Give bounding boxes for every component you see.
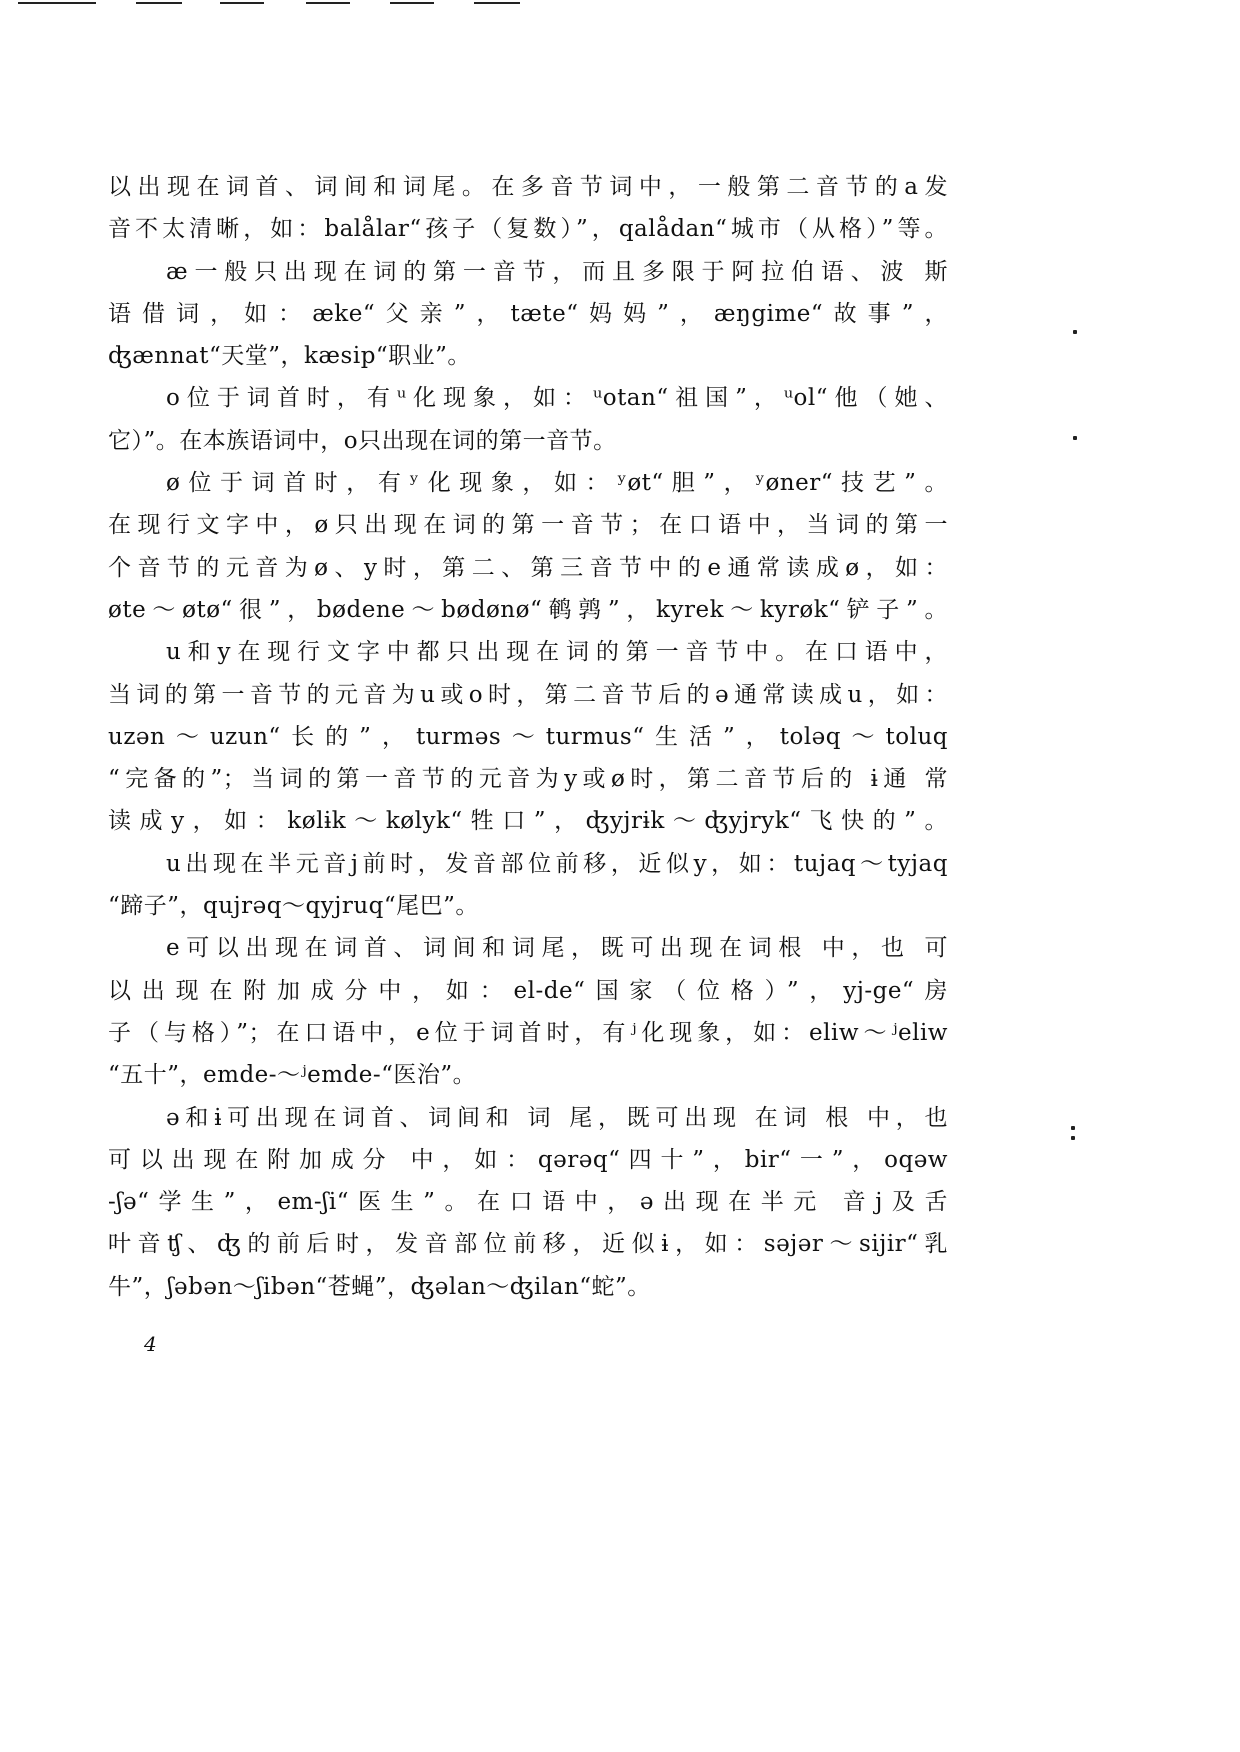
text-line: ø位于词首时，有ʸ化现象，如：ʸøt“胆”，ʸøner“技艺”。	[166, 470, 948, 497]
text-line: “五十”，emde-～ʲemde-“医治”。	[108, 1062, 477, 1089]
text-line: 以出现在附加成分中，如：el-de“国家（位格）”，yj-ge“房	[108, 977, 948, 1004]
text-line: uzən～uzun“长的”，turməs～turmus“生活”，toləq～toluq	[108, 723, 948, 750]
text-line: 叶音ʧ、ʤ的前后时，发音部位前移，近似ɨ，如：səjər～sijir“乳	[108, 1231, 948, 1258]
text-line: -ʃə“学生”，em-ʃi“医生”。在口语中，ə出现在半元 音j及舌	[108, 1189, 948, 1216]
page-body-text	[108, 166, 948, 1308]
scan-speck	[1073, 330, 1077, 334]
scan-rule	[390, 2, 434, 4]
scan-rule	[136, 2, 182, 4]
text-line: ə和ɨ可出现在词首、词间和 词 尾，既可出现 在词 根 中，也	[166, 1104, 948, 1131]
text-line: 牛”，ʃəbən～ʃibən“苍蝇”，ʤəlan～ʤilan“蛇”。	[108, 1273, 651, 1300]
text-line: 语借词，如：æke“父亲”，tæte“妈妈”，æŋgime“故事”，	[108, 300, 948, 327]
scan-rule	[220, 2, 264, 4]
text-line: ʤænnat“天堂”，kæsip“职业”。	[108, 343, 471, 370]
text-line: “完备的”；当词的第一音节的元音为y或ø时，第二音节后的 ɨ通 常	[108, 766, 948, 793]
scan-rule	[306, 2, 350, 4]
text-line: 个音节的元音为ø、y时，第二、第三音节中的e通常读成ø，如：	[108, 554, 948, 581]
scan-speck	[1071, 1126, 1075, 1130]
scan-speck	[1073, 436, 1077, 440]
text-line: e可以出现在词首、词间和词尾，既可出现在词根 中，也 可	[166, 935, 948, 962]
text-line: 读成y，如：kølɨk～kølyk“牲口”，ʤyjrɨk～ʤyjryk“飞快的”。	[108, 808, 948, 835]
text-line: o位于词首时，有ᵘ化现象，如：ᵘotan“祖国”，ᵘol“他（她、	[166, 385, 948, 412]
text-line: 可以出现在附加成分 中，如：qərəq“四十”，bir“一”，oqəw	[108, 1146, 948, 1173]
text-line: 子（与格）”；在口语中，e位于词首时，有ʲ化现象，如：eliw～ʲeliw	[108, 1019, 948, 1046]
text-line: u和y在现行文字中都只出现在词的第一音节中。在口语中，	[166, 639, 948, 666]
text-line: 它）”。在本族语词中，o只出现在词的第一音节。	[108, 427, 617, 454]
text-line: u出现在半元音j前时，发音部位前移，近似y，如：tujaq～tyjaq	[166, 850, 948, 877]
scan-speck	[1071, 1136, 1075, 1140]
scan-rule	[18, 2, 96, 4]
text-line: 在现行文字中，ø只出现在词的第一音节；在口语中，当词的第一	[108, 512, 948, 539]
page-number: 4	[144, 1332, 157, 1356]
scan-rule	[474, 2, 520, 4]
text-line: æ一般只出现在词的第一音节，而且多限于阿拉伯语、波 斯	[166, 258, 948, 285]
text-line: 当词的第一音节的元音为u或o时，第二音节后的ə通常读成u，如：	[108, 681, 948, 708]
text-line: øte～øtø“很”，bødene～bødønø“鹌鹑”，kyrek～kyrøk“铲子”。	[108, 596, 948, 623]
text-line: 以出现在词首、词间和词尾。在多音节词中，一般第二音节的a发	[108, 174, 948, 200]
text-line: “蹄子”，qujrəq～qyjruq“尾巴”。	[108, 893, 479, 920]
text-line: 音不太清晰，如：balålar“孩子（复数）”，qalådan“城市（从格）”等。	[108, 216, 948, 243]
